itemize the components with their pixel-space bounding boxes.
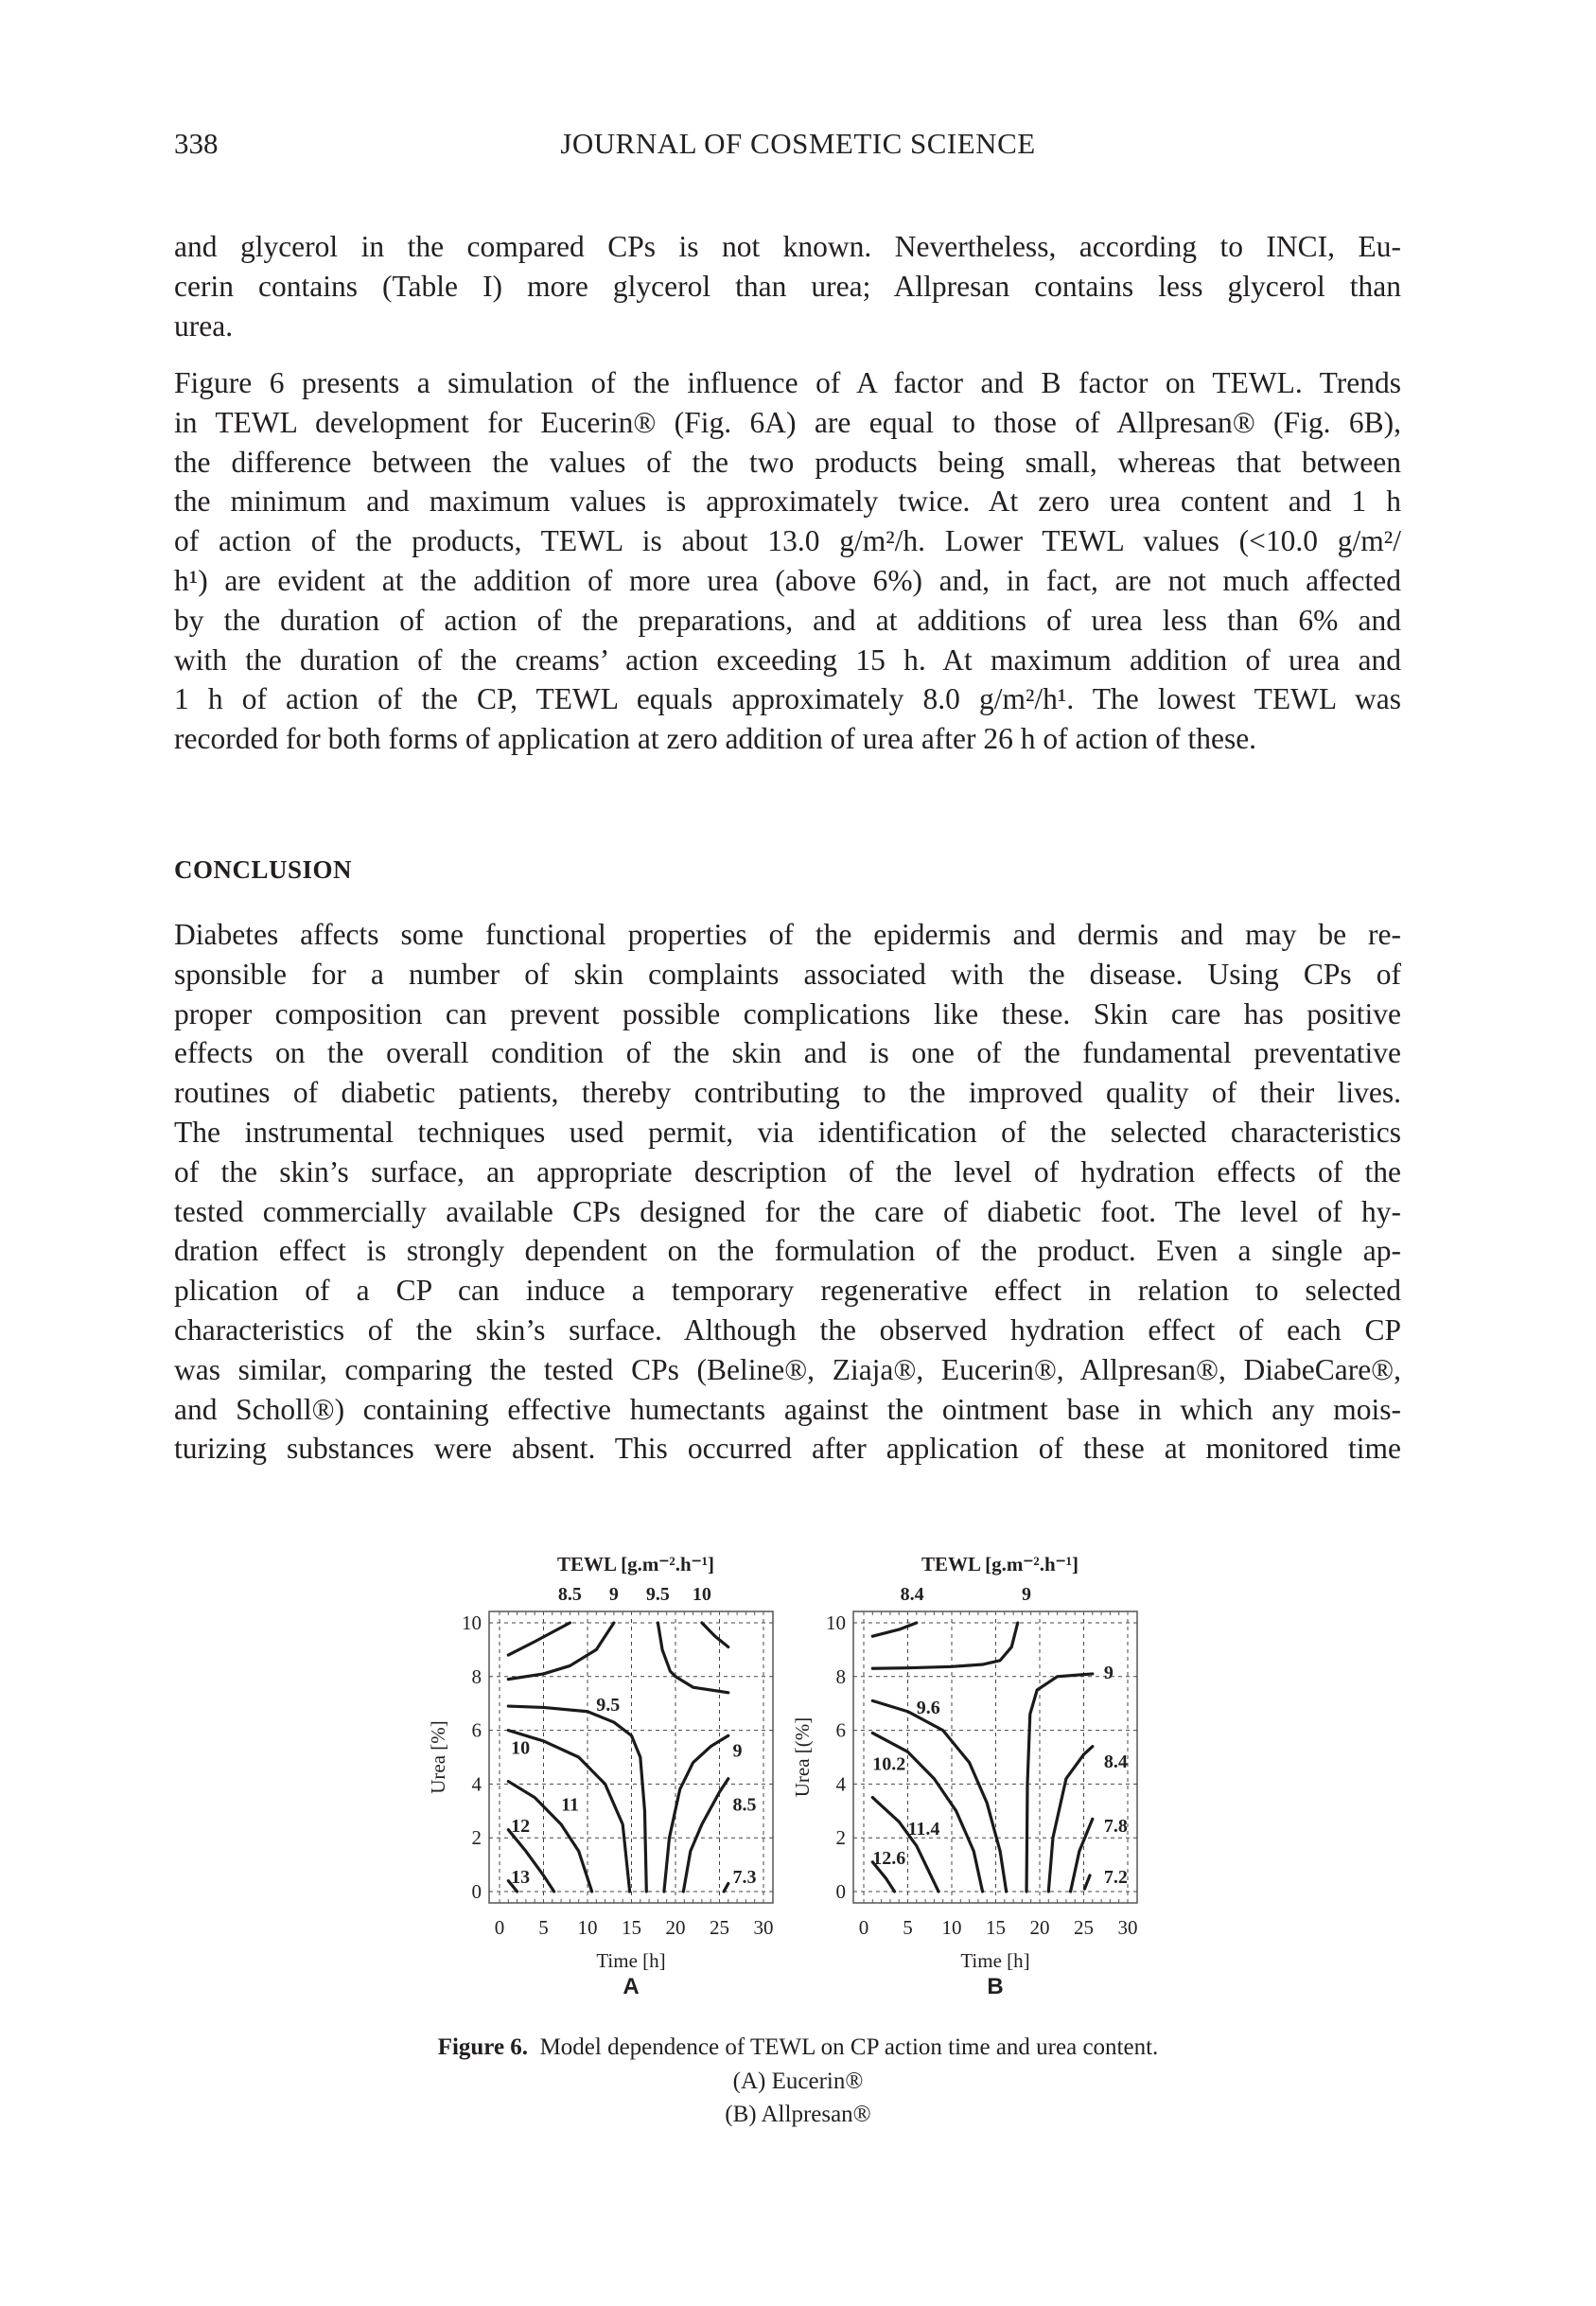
contour-label: 9.5: [596, 1695, 621, 1716]
text-line: effects on the overall condition of the skin and is one of the fundamental preventative: [174, 1036, 1401, 1070]
x-tick-label: 25: [710, 1916, 729, 1939]
text-line: by the duration of action of the preparations, and at additions of urea less than 6% and: [174, 603, 1401, 637]
text-line: and glycerol in the compared CPs is not known. Nevertheless, according to INCI, Eu-: [174, 230, 1401, 263]
x-tick-label: 25: [1074, 1916, 1094, 1939]
text-line: plication of a CP can induce a temporary regenerative effect in relation to selected: [174, 1274, 1401, 1308]
text-line: characteristics of the skin’s surface. Although the observed hydration effect of each CP: [174, 1312, 1401, 1347]
figure-label: Figure 6.: [437, 2034, 529, 2060]
x-tick-label: 20: [665, 1916, 686, 1939]
contour-line-11-4: [872, 1798, 938, 1892]
figure-6-contour-plots: [397, 1542, 1201, 2025]
y-tick-label: 6: [835, 1718, 846, 1742]
contour-label: 10.2: [872, 1753, 906, 1775]
contour-label: 9: [1103, 1663, 1114, 1684]
panel-label: A: [623, 1974, 640, 1999]
contour-line-9: [1026, 1674, 1093, 1892]
contour-line-9-5: [658, 1623, 728, 1693]
x-tick-label: 15: [986, 1916, 1006, 1939]
contour-label: 7.8: [1103, 1816, 1128, 1837]
contour-line-10: [702, 1623, 728, 1647]
text-line: of the skin’s surface, an appropriate description of the level of hydration effects of the: [174, 1154, 1401, 1188]
y-tick-label: 2: [835, 1826, 846, 1850]
contour-line-8-5: [508, 1623, 570, 1655]
contour-line-8-4: [1048, 1747, 1093, 1892]
y-tick-label: 2: [471, 1826, 482, 1850]
text-line: 1 h of action of the CP, TEWL equals approximately 8.0 g/m²/h¹. The lowest TEWL was: [174, 682, 1401, 716]
text-line: The instrumental techniques used permit, via identification of the selected characteristics: [174, 1115, 1401, 1149]
y-tick-label: 4: [835, 1772, 846, 1796]
top-contour-label: 9.5: [645, 1584, 670, 1605]
top-contour-label: 10: [692, 1584, 711, 1605]
text-line: cerin contains (Table I) more glycerol than urea; Allpresan contains less glycerol than: [174, 269, 1401, 303]
paragraph-conclusion: [174, 915, 1401, 1469]
y-axis-label: Urea [(%]: [791, 1716, 814, 1798]
x-tick-label: 20: [1029, 1916, 1050, 1939]
contour-line-8-4: [872, 1623, 917, 1636]
y-tick-label: 0: [835, 1880, 846, 1903]
section-heading-conclusion: CONCLUSION: [174, 855, 353, 884]
x-tick-label: 5: [538, 1916, 549, 1939]
text-line: Diabetes affects some functional properties of the epidermis and dermis and may be re-: [174, 918, 1401, 951]
y-tick-label: 0: [471, 1880, 482, 1903]
text-line: the minimum and maximum values is approximately twice. At zero urea content and 1 h: [174, 484, 1401, 519]
contour-label: 9.6: [916, 1698, 940, 1719]
contour-label: 11.4: [907, 1818, 940, 1840]
contour-label: 9: [732, 1740, 743, 1762]
contour-label: 7.2: [1103, 1866, 1128, 1888]
text-line: urea.: [174, 308, 234, 343]
paragraph-figure6-discussion: [174, 363, 1401, 759]
text-line: sponsible for a number of skin complaints associated with the disease. Using CPs of: [174, 957, 1401, 991]
contour-label: 8.5: [732, 1794, 757, 1816]
contour-label: 10: [511, 1737, 531, 1759]
y-tick-label: 10: [462, 1611, 482, 1634]
y-tick-label: 6: [471, 1718, 482, 1742]
figure-caption: [0, 2034, 1596, 2061]
x-tick-label: 0: [858, 1916, 869, 1939]
text-line: h¹) are evident at the addition of more urea (above 6%) and, in fact, are not much affected: [174, 563, 1401, 597]
contour-label: 8.4: [1103, 1751, 1128, 1772]
top-contour-label: 9: [1022, 1584, 1032, 1605]
contour-label: 7.3: [732, 1866, 757, 1888]
text-line: and Scholl®) containing effective humectants against the ointment base in which any mois-: [174, 1392, 1401, 1426]
y-axis-label: Urea [%]: [427, 1720, 449, 1794]
x-tick-label: 10: [941, 1916, 962, 1939]
x-tick-label: 30: [1117, 1916, 1138, 1939]
text-line: recorded for both forms of application at zero addition of urea after 26 h of action of these.: [174, 722, 1257, 756]
caption-text: Model dependence of TEWL on CP action time and urea content.: [539, 2034, 1159, 2060]
paragraph-glycerol: [174, 227, 1401, 345]
text-line: with the duration of the creams’ action exceeding 15 h. At maximum addition of urea and: [174, 643, 1401, 677]
caption-line-b: (B) Allpresan®: [725, 2102, 871, 2127]
contour-line-9: [664, 1735, 728, 1892]
contour-line-7-3: [724, 1883, 728, 1892]
x-axis-label: Time [h]: [596, 1949, 666, 1972]
chart-title: TEWL [g.m⁻².h⁻¹]: [556, 1553, 715, 1575]
top-contour-label: 8.4: [900, 1584, 924, 1605]
y-tick-label: 8: [471, 1664, 482, 1688]
top-contour-label: 9: [608, 1584, 619, 1605]
text-line: Figure 6 presents a simulation of the influence of A factor and B factor on TEWL. Trends: [174, 366, 1401, 399]
contour-label: 12: [511, 1816, 531, 1837]
contour-panel-a: [427, 1553, 774, 1999]
contour-line-9: [508, 1623, 614, 1680]
text-line: was similar, comparing the tested CPs (Beline®, Ziaja®, Eucerin®, Allpresan®, DiabeCare®,: [174, 1352, 1401, 1386]
y-tick-label: 8: [835, 1664, 846, 1688]
y-tick-label: 4: [471, 1772, 482, 1796]
top-contour-label: 8.5: [557, 1584, 582, 1605]
text-line: routines of diabetic patients, thereby contributing to the improved quality of their lives.: [174, 1076, 1401, 1110]
contour-line-7-2: [1084, 1875, 1090, 1889]
page-number: 338: [174, 127, 219, 160]
contour-label: 12.6: [872, 1848, 906, 1870]
x-tick-label: 5: [903, 1916, 913, 1939]
text-line: of action of the products, TEWL is about 13.0 g/m²/h. Lower TEWL values (<10.0 g/m²/: [174, 524, 1401, 558]
y-tick-label: 10: [826, 1611, 846, 1634]
x-tick-label: 10: [577, 1916, 598, 1939]
chart-title: TEWL [g.m⁻².h⁻¹]: [921, 1553, 1079, 1575]
text-line: in TEWL development for Eucerin® (Fig. 6A) are equal to those of Allpresan® (Fig. 6B),: [174, 405, 1401, 439]
x-tick-label: 0: [494, 1916, 505, 1939]
text-line: proper composition can prevent possible complications like these. Skin care has positive: [174, 996, 1401, 1030]
contour-panel-b: [791, 1553, 1138, 1999]
panel-label: B: [987, 1974, 1004, 1999]
text-line: the difference between the values of the two products being small, whereas that between: [174, 445, 1401, 479]
contour-label: 13: [511, 1866, 531, 1888]
text-line: tested commercially available CPs designed for the care of diabetic foot. The level of hy-: [174, 1194, 1401, 1228]
contour-label: 11: [561, 1794, 580, 1816]
x-axis-label: Time [h]: [960, 1949, 1030, 1972]
x-tick-label: 30: [753, 1916, 774, 1939]
running-head-journal-title: JOURNAL OF COSMETIC SCIENCE: [560, 127, 1036, 160]
x-tick-label: 15: [622, 1916, 641, 1939]
text-line: dration effect is strongly dependent on the formulation of the product. Even a single ap-: [174, 1234, 1401, 1268]
caption-line-a: (A) Eucerin®: [732, 2068, 864, 2094]
text-line: turizing substances were absent. This occurred after application of these at monitored time: [174, 1432, 1401, 1466]
contour-line-8-5: [683, 1779, 728, 1892]
